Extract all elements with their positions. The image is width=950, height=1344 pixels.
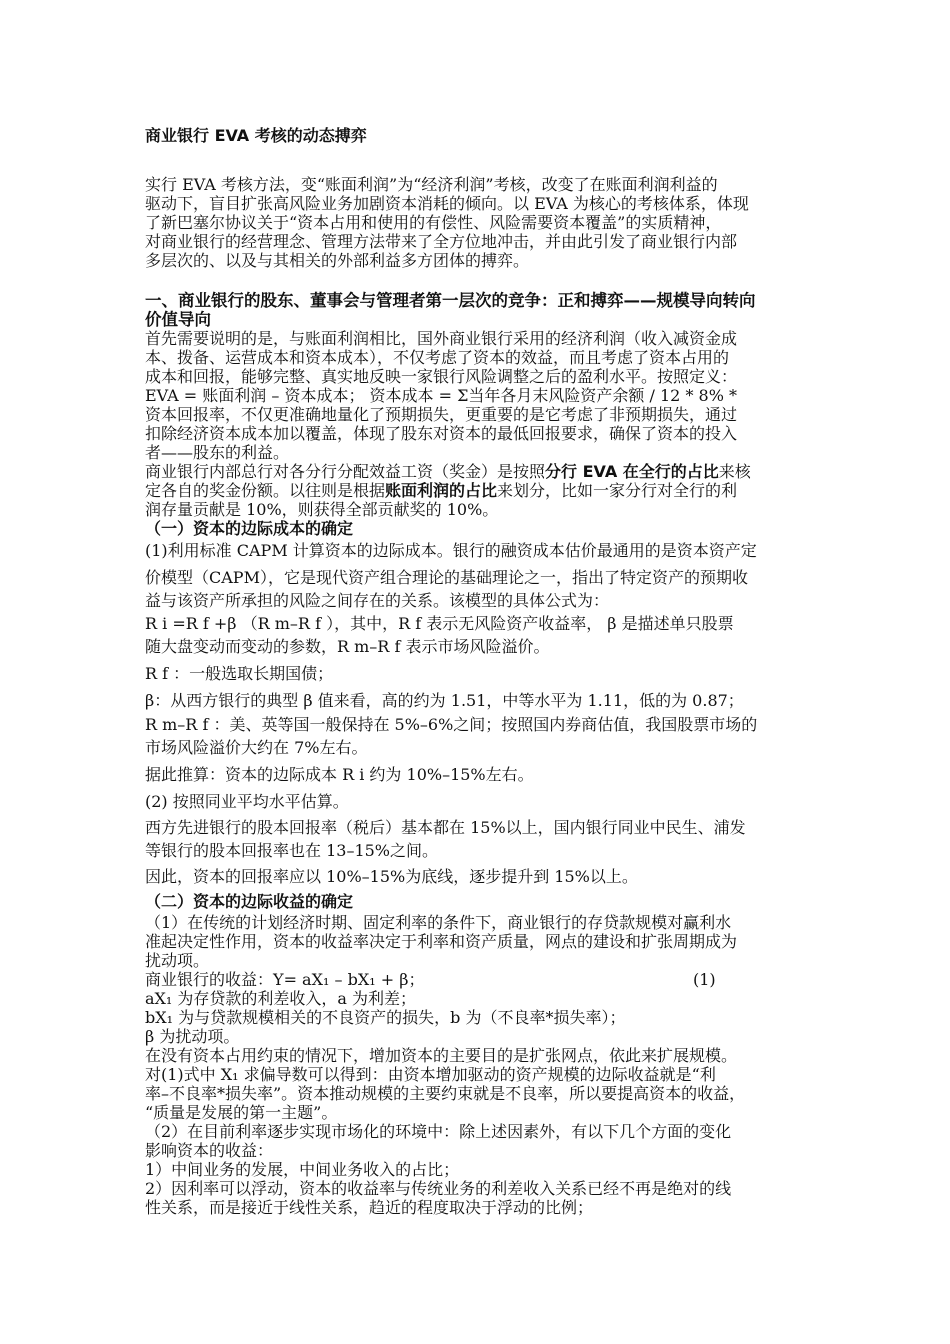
section-heading-cont: 价值导向 xyxy=(145,310,211,329)
intro-line: 了新巴塞尔协议关于“资本占用和使用的有偿性、风险需要资本覆盖”的实质精神， xyxy=(145,213,722,232)
intro-line: 驱动下，盲目扩张高风险业务加剧资本消耗的倾向。以 EVA 为核心的考核体系，体现 xyxy=(145,194,749,213)
intro-line: 对商业银行的经营理念、管理方法带来了全方位地冲击，并由此引发了商业银行内部 xyxy=(145,232,738,251)
para-line: 随大盘变动而变动的参数，R m–R f 表示市场风险溢价。 xyxy=(145,637,550,656)
para-line: 1）中间业务的发展，中间业务收入的占比； xyxy=(145,1160,460,1179)
para-line: R f ：一般选取长期国债； xyxy=(145,664,334,683)
section-heading: 一、商业银行的股东、董事会与管理者第一层次的竞争：正和搏弈——规模导向转向 xyxy=(145,291,756,310)
para-line: （2）在目前利率逐步实现市场化的环境中：除上述因素外，有以下几个方面的变化 xyxy=(145,1122,732,1141)
para-line: (1)利用标准 CAPM 计算资本的边际成本。银行的融资成本估价最通用的是资本资产定 xyxy=(145,541,757,560)
subsection-heading: （一）资本的边际成本的确定 xyxy=(145,519,354,538)
formula-text: 商业银行的收益：Y= aX₁ – bX₁ + β； xyxy=(145,970,425,989)
intro-line: 多层次的、以及与其相关的外部利益多方团体的搏弈。 xyxy=(145,251,530,270)
para-line: 市场风险溢价大约在 7%左右。 xyxy=(145,738,368,757)
para-line: R m–R f ：美、英等国一般保持在 5%–6%之间；按照国内券商估值，我国股票市场的 xyxy=(145,715,758,734)
para-line: 对(1)式中 X₁ 求偏导数可以得到：由资本增加驱动的资产规模的边际收益就是“利 xyxy=(145,1065,716,1084)
para-line: 2）因利率可以浮动，资本的收益率与传统业务的利差收入关系已经不再是绝对的线 xyxy=(145,1179,732,1198)
para-line: 者——股东的利益。 xyxy=(145,443,290,462)
para-line: 扰动项。 xyxy=(145,951,210,970)
para-emphasis: 分行 EVA 在全行的占比 xyxy=(545,462,719,481)
para-line: aX₁ 为存贷款的利差收入，a 为利差； xyxy=(145,989,417,1008)
para-line: β：从西方银行的典型 β 值来看，高的约为 1.51，中等水平为 1.11，低的为 0.87； xyxy=(145,691,744,710)
para-line: EVA = 账面利润 – 资本成本； 资本成本 = Σ当年各月末风险资产余额 / 12 * 8% * xyxy=(145,386,737,405)
para-line: 本、拨备、运营成本和资本成本），不仅考虑了资本的效益，而且考虑了资本占用的 xyxy=(145,348,730,367)
para-line: 成本和回报，能够完整、真实地反映一家银行风险调整之后的盈利水平。按照定义： xyxy=(145,367,738,386)
para-line: 据此推算：资本的边际成本 R i 约为 10%–15%左右。 xyxy=(145,765,534,784)
para-line: (2) 按照同业平均水平估算。 xyxy=(145,792,349,811)
para-line: 首先需要说明的是，与账面利润相比，国外商业银行采用的经济利润（收入减资金成 xyxy=(145,329,738,348)
para-line: 资本回报率，不仅更准确地量化了预期损失，更重要的是它考虑了非预期损失，通过 xyxy=(145,405,738,424)
subsection-heading: （二）资本的边际收益的确定 xyxy=(145,892,354,911)
intro-line: 实行 EVA 考核方法，变“账面利润”为“经济利润”考核，改变了在账面利润利益的 xyxy=(145,175,718,194)
para-line: 率–不良率*损失率”。资本推动规模的主要约束就是不良率，所以要提高资本的收益， xyxy=(145,1084,746,1103)
para-line: 西方先进银行的股本回报率（税后）基本都在 15%以上，国内银行同业中民生、浦发 xyxy=(145,818,746,837)
para-text: 定各自的奖金份额。以往则是根据 xyxy=(145,481,386,500)
para-line: “质量是发展的第一主题”。 xyxy=(145,1103,338,1122)
document-title: 商业银行 EVA 考核的动态搏弈 xyxy=(145,126,367,145)
para-line: bX₁ 为与贷款规模相关的不良资产的损失，b 为（不良率*损失率）； xyxy=(145,1008,626,1027)
para-line: 益与该资产所承担的风险之间存在的关系。该模型的具体公式为： xyxy=(145,591,610,610)
formula-number: (1) xyxy=(693,970,716,989)
para-line: 润存量贡献是 10%，则获得全部贡献奖的 10%。 xyxy=(145,500,499,519)
para-line: （1）在传统的计划经济时期、固定利率的条件下，商业银行的存贷款规模对赢利水 xyxy=(145,913,732,932)
para-line xyxy=(145,481,857,500)
para-line: 等银行的股本回报率也在 13–15%之间。 xyxy=(145,841,439,860)
para-line: 准起决定性作用，资本的收益率决定于利率和资产质量，网点的建设和扩张周期成为 xyxy=(145,932,738,951)
para-text: 商业银行内部总行对各分行分配效益工资（奖金）是按照 xyxy=(145,462,546,481)
para-emphasis: 账面利润的占比 xyxy=(385,481,498,500)
para-text: 来核 xyxy=(718,462,751,481)
para-line: 价模型（CAPM），它是现代资产组合理论的基础理论之一，指出了特定资产的预期收 xyxy=(145,568,748,587)
formula-line xyxy=(145,970,857,989)
formula-line: R i =R f +β （R m–R f ），其中，R f 表示无风险资产收益率， β 是描述单只股票 xyxy=(145,614,734,633)
para-line: 在没有资本占用约束的情况下，增加资本的主要目的是扩张网点，依此来扩展规模。 xyxy=(145,1046,738,1065)
para-line: β 为扰动项。 xyxy=(145,1027,240,1046)
para-line: 扣除经济资本成本加以覆盖，体现了股东对资本的最低回报要求，确保了资本的投入 xyxy=(145,424,738,443)
para-line: 因此，资本的回报率应以 10%–15%为底线，逐步提升到 15%以上。 xyxy=(145,867,638,886)
para-text: 来划分，比如一家分行对全行的利 xyxy=(497,481,738,500)
para-line: 性关系，而是接近于线性关系，趋近的程度取决于浮动的比例； xyxy=(145,1198,594,1217)
para-line xyxy=(145,462,857,481)
para-line: 影响资本的收益： xyxy=(145,1141,274,1160)
